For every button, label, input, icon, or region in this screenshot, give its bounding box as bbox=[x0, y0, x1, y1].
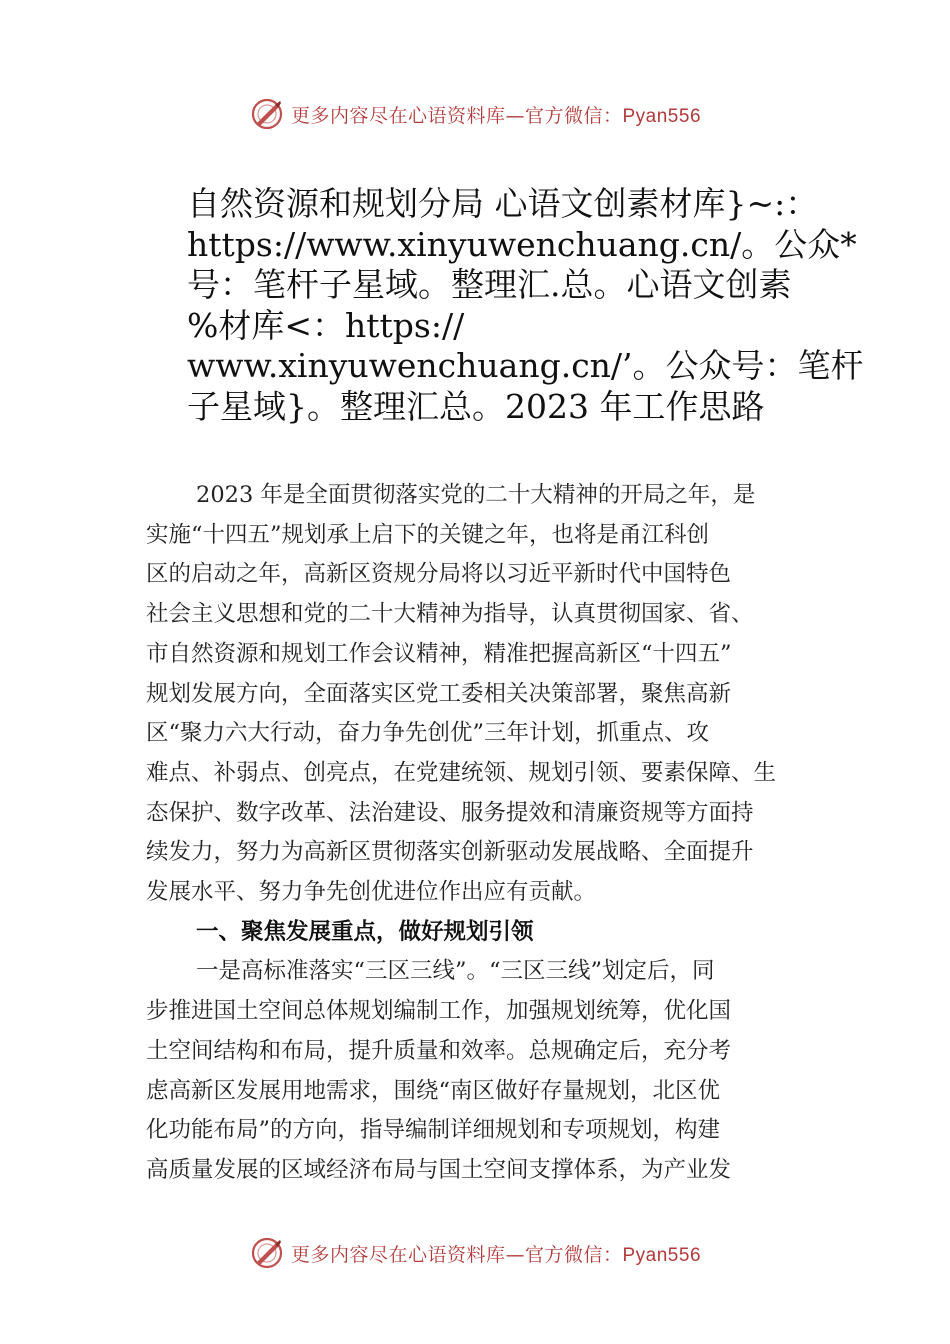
header-banner bbox=[0, 94, 950, 134]
body-line: 态保护、数字改革、法治建设、服务提效和清廉资规等方面持 bbox=[146, 799, 754, 826]
body-line: 化功能布局”的方向，指导编制详细规划和专项规划，构建 bbox=[146, 1117, 721, 1144]
paragraph-section1 bbox=[146, 952, 810, 1190]
document-title bbox=[187, 184, 864, 427]
logo-icon bbox=[249, 96, 285, 132]
title-line: %材库<：https:// bbox=[187, 305, 465, 345]
title-line: 子星域}。整理汇总。2023 年工作思路 bbox=[187, 386, 765, 426]
title-line: 自然资源和规划分局 心语文创素材库}~:： bbox=[187, 184, 819, 223]
title-line: https://www.xinyuwenchuang.cn/。公众* bbox=[187, 224, 857, 264]
banner-wechat: Pyan556 bbox=[622, 105, 702, 127]
paragraph-intro bbox=[146, 476, 810, 913]
body-line: 高质量发展的区域经济布局与国土空间支撑体系，为产业发 bbox=[146, 1156, 732, 1183]
body-line: 规划发展方向，全面落实区党工委相关决策部署，聚焦高新 bbox=[146, 680, 732, 707]
body-line: 2023 年是全面贯彻落实党的二十大精神的开局之年，是 bbox=[196, 482, 756, 508]
body-line: 虑高新区发展用地需求，围绕“南区做好存量规划，北区优 bbox=[146, 1077, 721, 1104]
body-line: 一是高标准落实“三区三线”。“三区三线”划定后，同 bbox=[196, 958, 715, 985]
banner-wechat: Pyan556 bbox=[622, 1244, 702, 1266]
body-line: 发展水平、努力争先创优进位作出应有贡献。 bbox=[146, 879, 597, 906]
banner-text: 更多内容尽在心语资料库—官方微信： bbox=[290, 104, 623, 127]
body-line: 区的启动之年，高新区资规分局将以习近平新时代中国特色 bbox=[146, 561, 732, 588]
section-heading: 一、聚焦发展重点，做好规划引领 bbox=[196, 918, 534, 945]
body-line: 步推进国土空间总体规划编制工作，加强规划统筹，优化国 bbox=[146, 998, 732, 1025]
body-line: 市自然资源和规划工作会议精神，精准把握高新区“十四五” bbox=[146, 640, 732, 667]
body-line: 社会主义思想和党的二十大精神为指导，认真贯彻国家、省、 bbox=[146, 601, 754, 628]
document-body bbox=[146, 476, 810, 1191]
body-line: 土空间结构和布局，提升质量和效率。总规确定后，充分考 bbox=[146, 1037, 732, 1064]
banner-text: 更多内容尽在心语资料库—官方微信： bbox=[290, 1243, 623, 1266]
logo-icon bbox=[249, 1235, 285, 1271]
title-line: 号：笔杆子星域。整理汇.总。心语文创素 bbox=[187, 265, 792, 304]
body-line: 区“聚力六大行动，奋力争先创优”三年计划，抓重点、攻 bbox=[146, 720, 710, 747]
body-line: 续发力，努力为高新区贯彻落实创新驱动发展战略、全面提升 bbox=[146, 839, 754, 866]
body-line: 难点、补弱点、创亮点，在党建统领、规划引领、要素保障、生 bbox=[146, 759, 777, 786]
footer-banner bbox=[0, 1233, 950, 1273]
body-line: 实施“十四五”规划承上启下的关键之年，也将是甬江科创 bbox=[146, 521, 710, 548]
title-line: www.xinyuwenchuang.cn/’。公众号：笔杆 bbox=[187, 346, 864, 385]
